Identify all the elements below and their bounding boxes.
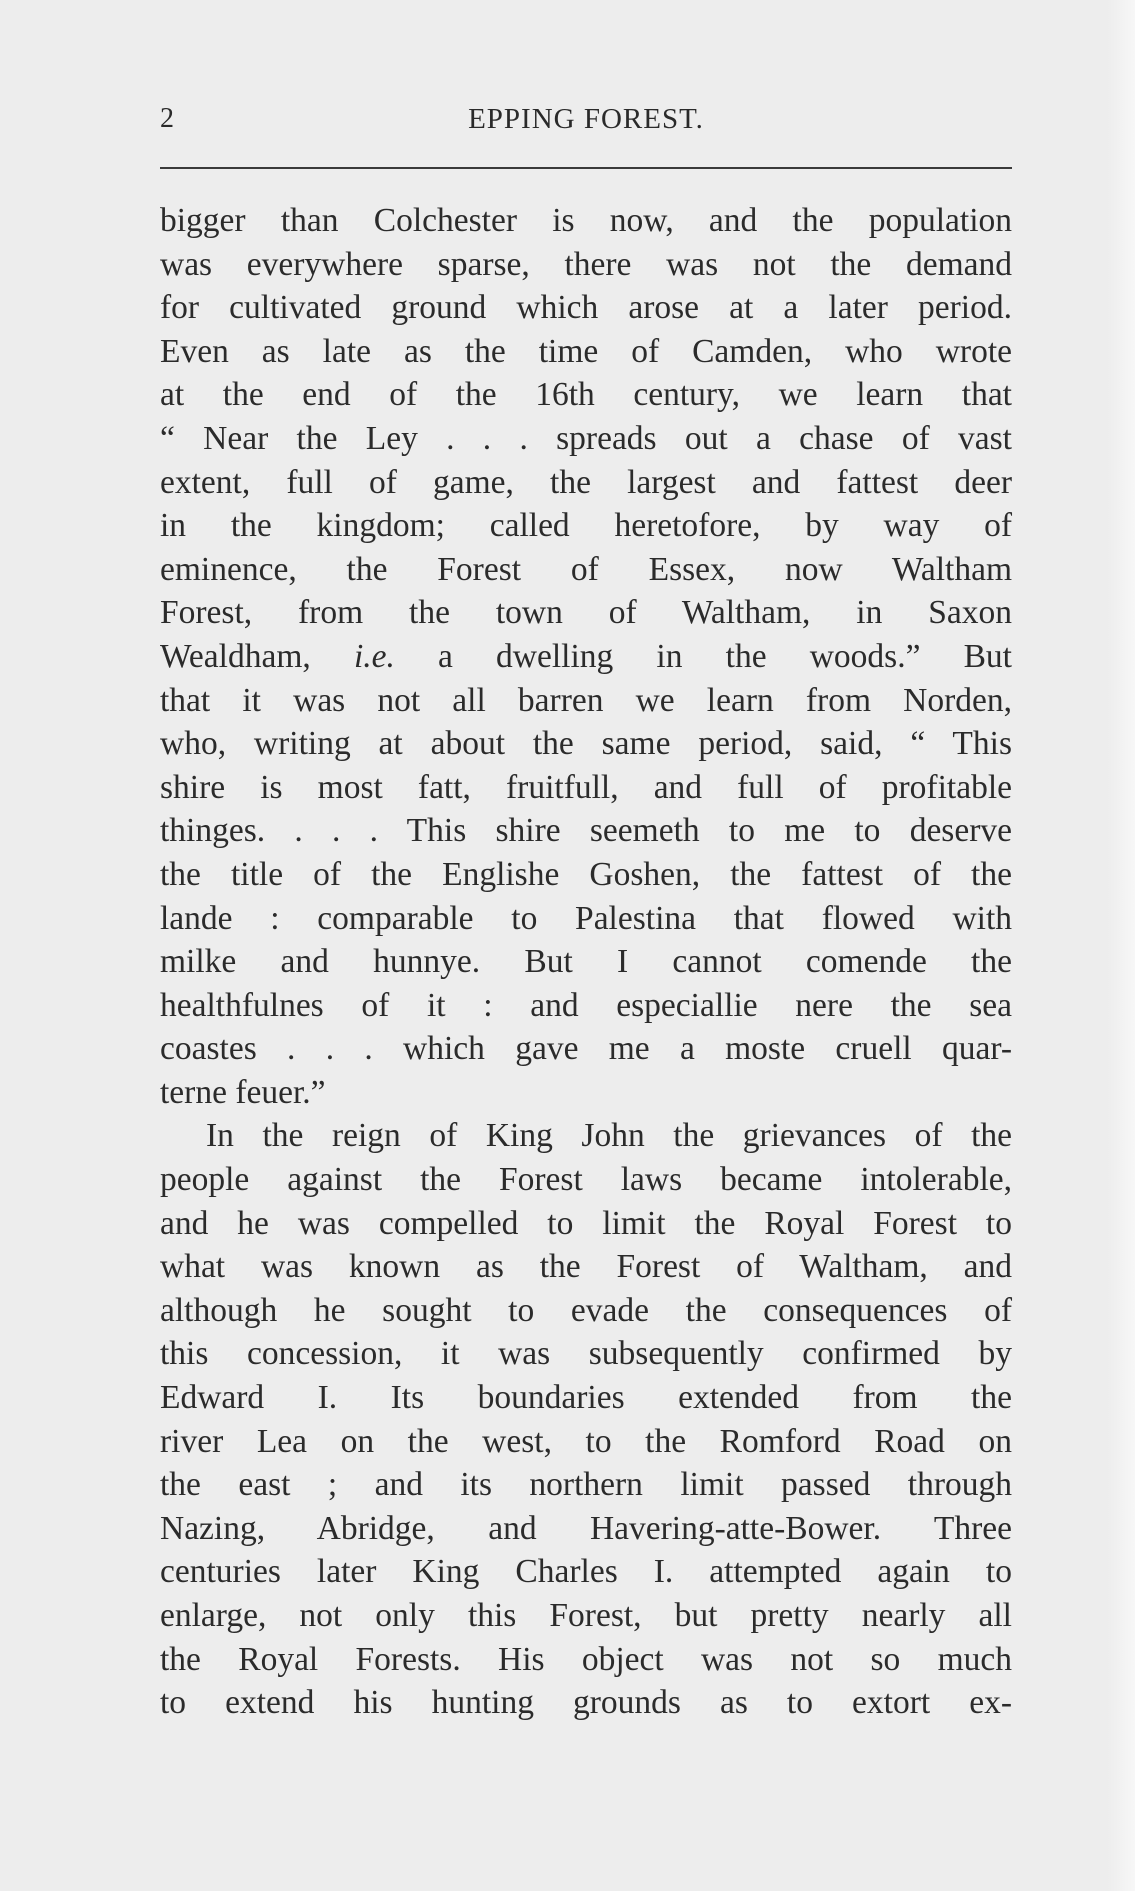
text-line: In the reign of King John the grievances of the: [206, 1117, 1012, 1155]
text-line: bigger than Colchester is now, and the population: [160, 202, 1012, 239]
text-line: milke and hunnye. But I cannot comende the: [160, 943, 1012, 981]
page-header: [160, 103, 1012, 147]
text-line: the title of the Englishe Goshen, the fattest of the: [160, 855, 1012, 893]
text-line: was everywhere sparse, there was not the demand: [160, 245, 1012, 283]
paragraph-2: [160, 1114, 1012, 1724]
text-line: eminence, the Forest of Essex, now Waltham: [160, 550, 1012, 588]
text-line: to extend his hunting grounds as to extort ex-: [160, 1684, 1012, 1722]
italic-abbreviation: i.e.: [353, 637, 395, 675]
header-rule: [160, 167, 1012, 169]
text-line: this concession, it was subsequently confirmed by: [160, 1335, 1012, 1373]
text-line: what was known as the Forest of Waltham, and: [160, 1248, 1012, 1286]
text-line: extent, full of game, the largest and fattest deer: [160, 463, 1012, 501]
page-number: 2: [160, 103, 174, 134]
text-line: the east ; and its northern limit passed through: [160, 1466, 1012, 1504]
text-line: who, writing at about the same period, said, “ This: [160, 725, 1012, 763]
text-line: although he sought to evade the consequences of: [160, 1291, 1012, 1329]
body-text: [160, 199, 1012, 1725]
text-line: enlarge, not only this Forest, but pretty nearly all: [160, 1597, 1012, 1634]
text-line: river Lea on the west, to the Romford Road on: [160, 1422, 1012, 1460]
text-line: lande : comparable to Palestina that flowed with: [160, 899, 1012, 937]
text-line: Forest, from the town of Waltham, in Saxon: [160, 594, 1012, 632]
running-title: EPPING FOREST.: [468, 103, 704, 135]
text-line: the Royal Forests. His object was not so much: [160, 1640, 1012, 1678]
text-line: “ Near the Ley . . . spreads out a chase of vast: [160, 419, 1012, 457]
text-line: in the kingdom; called heretofore, by way of: [160, 507, 1012, 545]
text-line: centuries later King Charles I. attempted again to: [160, 1553, 1012, 1591]
text-line: thinges. . . . This shire seemeth to me to deserve: [160, 812, 1012, 850]
text-line: terne feuer.”: [160, 1073, 326, 1111]
text-line: at the end of the 16th century, we learn that: [160, 376, 1012, 414]
text-line: Nazing, Abridge, and Havering-atte-Bower. Three: [160, 1509, 1012, 1547]
page-edge: [1107, 0, 1135, 1891]
text-line: Even as late as the time of Camden, who wrote: [160, 332, 1012, 370]
text-line: shire is most fatt, fruitfull, and full of profitable: [160, 768, 1012, 806]
text-line: Wealdham, i.e. a dwelling in the woods.” But: [160, 637, 1012, 675]
text-line: people against the Forest laws became intolerable,: [160, 1161, 1012, 1199]
text-line: Edward I. Its boundaries extended from the: [160, 1379, 1012, 1417]
text-line: that it was not all barren we learn from Norden,: [160, 681, 1012, 719]
text-line: and he was compelled to limit the Royal Forest to: [160, 1204, 1012, 1242]
text-line: coastes . . . which gave me a moste cruell quar-: [160, 1030, 1012, 1068]
paragraph-1: [160, 199, 1012, 1114]
text-line: healthfulnes of it : and especiallie nere the sea: [160, 986, 1012, 1024]
text-line: for cultivated ground which arose at a later period.: [160, 289, 1012, 327]
